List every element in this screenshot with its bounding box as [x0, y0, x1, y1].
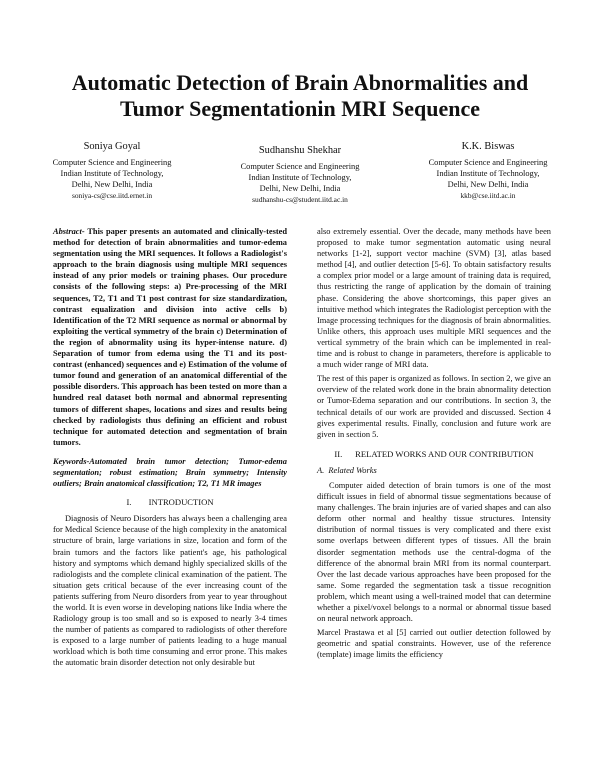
author-name: K.K. Biswas: [461, 141, 515, 152]
related-works-paragraph: Computer aided detection of brain tumors is one of the most difficult issues in field of abnormal tissue segmentations because of many challenges. The brain injuries are of varied shapes and can also deform other normal and healthy tissue structures. Intensity distribution of normal tissues is very complicated and there exist some overlaps between different types of tissues. All the brain disorder segmentation methods use the central-dogma of the difference of the abnormal brain MRI from its normal counterpart. Over the last decade various approaches have been proposed for the same. Some regarded the segmentation task a tissue recognition problem, which meant using a well-trained model that can determine whether a pixel/voxel belongs to a normal or abnormal tissue based on neural network approach.: [317, 480, 551, 624]
author-institute: Indian Institute of Technology,: [60, 169, 164, 178]
title-line-2: Tumor Segmentationin MRI Sequence: [120, 96, 480, 121]
author-city: Delhi, New Delhi, India: [71, 180, 153, 189]
subsection-heading-related-works: A. Related Works: [317, 465, 377, 475]
intro-organization-paragraph: The rest of this paper is organized as follows. In section 2, we give an overview of the related work done in the brain abnormality detection or Tumor-Edema separation and our contributions. In section 3, the technical details of our work are provided and discussed. Section 4 gives experimental results. Finally, conclusion and future work are given in section 5.: [317, 374, 551, 439]
author-department: Computer Science and Engineering: [240, 162, 360, 171]
author-block-2: [208, 144, 392, 205]
author-department: Computer Science and Engineering: [428, 158, 548, 167]
author-email: kkb@cse.iitd.ac.in: [460, 191, 516, 200]
abstract-label: Abstract-: [53, 227, 85, 236]
keywords: Keywords-Automated brain tumor detection; Tumor-edema segmentation; robust estimation; Brain symmetry; Intensity outliers; Brain anatomical classification; T2, T1 MR images: [53, 456, 287, 489]
author-institute: Indian Institute of Technology,: [436, 169, 540, 178]
author-name: Sudhanshu Shekhar: [258, 145, 342, 156]
title-line-1: Automatic Detection of Brain Abnormalities and: [71, 70, 529, 95]
section-heading-introduction: I. INTRODUCTION: [126, 497, 214, 508]
abstract: [53, 226, 287, 448]
section-heading-related-works: II. RELATED WORKS AND OUR CONTRIBUTION: [334, 448, 534, 459]
right-column: [317, 226, 551, 663]
author-block-1: [20, 140, 204, 201]
abstract-text: This paper presents an automated and clinically-tested method for detection of brain abnormalities and tumor-edema segmentation using the MRI sequences. It follows a Radiologist's approach to the brain diagnosis using multiple MRI sequences instead of any prior models or training phases. Our procedure consists of the following steps: a) Pre-processing of the MRI sequences, T2, T1 and T1 post contrast for size standardization, contrast equalization and division into active cells b) Identification of the T2 MRI sequence as normal or abnormal by exploiting the vertical symmetry of the brain c) Determination of the region of abnormality using its hyper-intense nature. d) Separation of tumor from edema using the T1 and its post-contrast (enhanced) sequences and e) Estimation of the volume of tumor found and generation of an anatomical differential of the possible disorders. This approach has been tested on more than a hundred real dataset both normal and abnormal representing tumors of different shapes, locations and sizes and results being checked by radiologists thus defining an efficient and robust technique for automated detection and segmentation of brain tumors.: [53, 227, 287, 447]
paper-title: [20, 70, 580, 122]
author-city: Delhi, New Delhi, India: [259, 184, 341, 193]
left-column: [53, 226, 287, 672]
author-email: sudhanshu-cs@student.iitd.ac.in: [252, 195, 348, 204]
author-block-3: [396, 140, 580, 201]
author-email: soniya-cs@cse.iitd.ernet.in: [71, 191, 153, 200]
author-institute: Indian Institute of Technology,: [248, 173, 352, 182]
author-name: Soniya Goyal: [83, 141, 141, 152]
intro-paragraph-continued: also extremely essential. Over the decade, many methods have been proposed to make tumor segmentation automatic using neural networks [1-2], support vector machine (SVM) [3], atlas based method [4], and outlier detection [5-6]. To obtain satisfactory results a complex prior model or a large amount of training data is required, thus restricting the range of application by the domain of training phase. Considering the above shortcomings, this paper gives an intuitive method which integrates the Radiologist perception with the Image processing techniques for the diagnosis of brain abnormalities. Unlike others, this approach uses multiple MRI sequences and the vertical symmetry of the brain which can be implemented in real-time and is robust to change in parameters, therefore is applicable to a much wider range of MRI data.: [317, 227, 551, 370]
author-city: Delhi, New Delhi, India: [447, 180, 529, 189]
author-department: Computer Science and Engineering: [52, 158, 172, 167]
intro-paragraph: Diagnosis of Neuro Disorders has always been a challenging area for Medical Science because of the high complexity in the anatomical structure of brain, large variations in size, location and form of the brain tumors and the factors like patient's age, his pathological history and symptoms which demand highly specialized skills of the radiologists and the complete clinical examination of the patient. The situation gets critical because of the ever increasing count of the patients suffering from Neuro disorders from year to year throughout the world. It is even worse in developing nations like India where the Radiology group is too small and so is exposed to nearly 3-4 times the number of patients as compared to radiologists of other therefore is exposed to a large number of patients leading to a huge manual workload which is both time consuming and error prone. This makes the automatic brain disorder detection not only desirable but: [53, 514, 287, 668]
related-works-paragraph-2: Marcel Prastawa et al [5] carried out outlier detection followed by geometric and spatial constraints. However, use of the reference (template) image limits the efficiency: [317, 628, 551, 660]
